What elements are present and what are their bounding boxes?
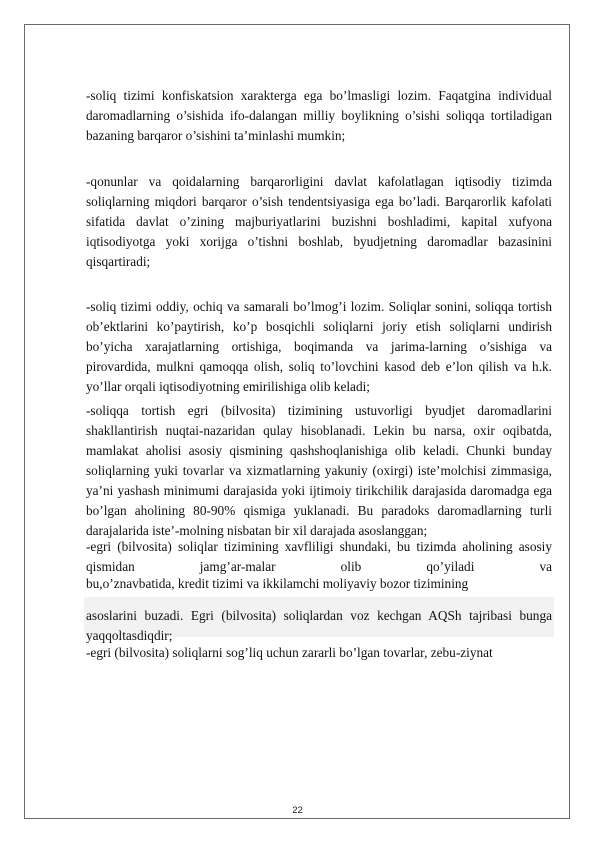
paragraph-4: -soliqqa tortish egri (bilvosita) tizimining ustuvorligi byudjet daromadlarini shakllantirish nuqtai-nazaridan qulay hisoblanadi. Lekin bu narsa, oxir oqibatda, mamlakat aholisi asosiy qismining qashshoqlanishiga olib keladi. Chunki bunday soliqlarning yuki tovarlar va xizmatlarning yakuniy (oxirgi) iste’molchisi zimmasiga, ya’ni yashash minimumi darajasida yoki ijtimoiy tirikchilik darajasida daromadga ega bo’lgan aholining 80-90% qismiga yuklanadi. Bu paradoks daromadlarning turli darajalarida iste’-molning nisbatan bir xil darajada asoslanggan; — [86, 403, 552, 538]
paragraph-5-continued: bu,o’znavbatida, kredit tizimi va ikkilamchi moliyaviy bozor tizimining — [86, 576, 469, 591]
paragraph-7: -egri (bilvosita) soliqlarni sog’liq uchun zararli bo’lgan tovarlar, zebu-ziynat — [86, 645, 493, 660]
paragraph-5: -egri (bilvosita) soliqlar tizimining xavfliligi shundaki, bu tizimda aholining asosiy qismidan jamg’ar-malar olib qo’yiladi va — [86, 539, 552, 574]
page-number: 22 — [292, 805, 303, 816]
paragraph-1: -soliq tizimi konfiskatsion xarakterga ega bo’lmasligi lozim. Faqatgina individual daromadlarning o’sishida ifo-dalangan milliy boylikning o’sishi soliqqa tortiladigan bazaning barqaror o’sishini ta’minlashi mumkin; — [86, 88, 552, 143]
paragraph-6: asoslarini buzadi. Egri (bilvosita) soliqlardan voz kechgan AQSh tajribasi bunga yaqqoltasdiqdir; — [86, 608, 552, 643]
paragraph-2: -qonunlar va qoidalarning barqarorligini davlat kafolatlagan iqtisodiy tizimda soliqlarning miqdori barqaror o’sish tendentsiyasiga ega bo’ladi. Barqarorlik kafolati sifatida davlat o’zining majburiyatlarini buzishni boshladimi, kapital xufyona iqtisodiyotga yoki xorijga o’tishni boshlab, byudjetning daromadlar bazasinini qisqartiradi; — [86, 174, 552, 269]
paragraph-3: -soliq tizimi oddiy, ochiq va samarali bo’lmog’i lozim. Soliqlar sonini, soliqqa tortish ob’ektlarini ko’paytirish, ko’p bosqichli soliqlarni joriy etish soliqlarni undirish bo’yicha xarajatlarning ortishiga, boqimanda va jarima-larning o’sishiga va pirovardida, mulkni qamoqqa olish, soliq to’lovchini kasod deb e’lon qilish va h.k. yo’llar orqali iqtisodiyotning emirilishiga olib keladi; — [86, 299, 552, 394]
